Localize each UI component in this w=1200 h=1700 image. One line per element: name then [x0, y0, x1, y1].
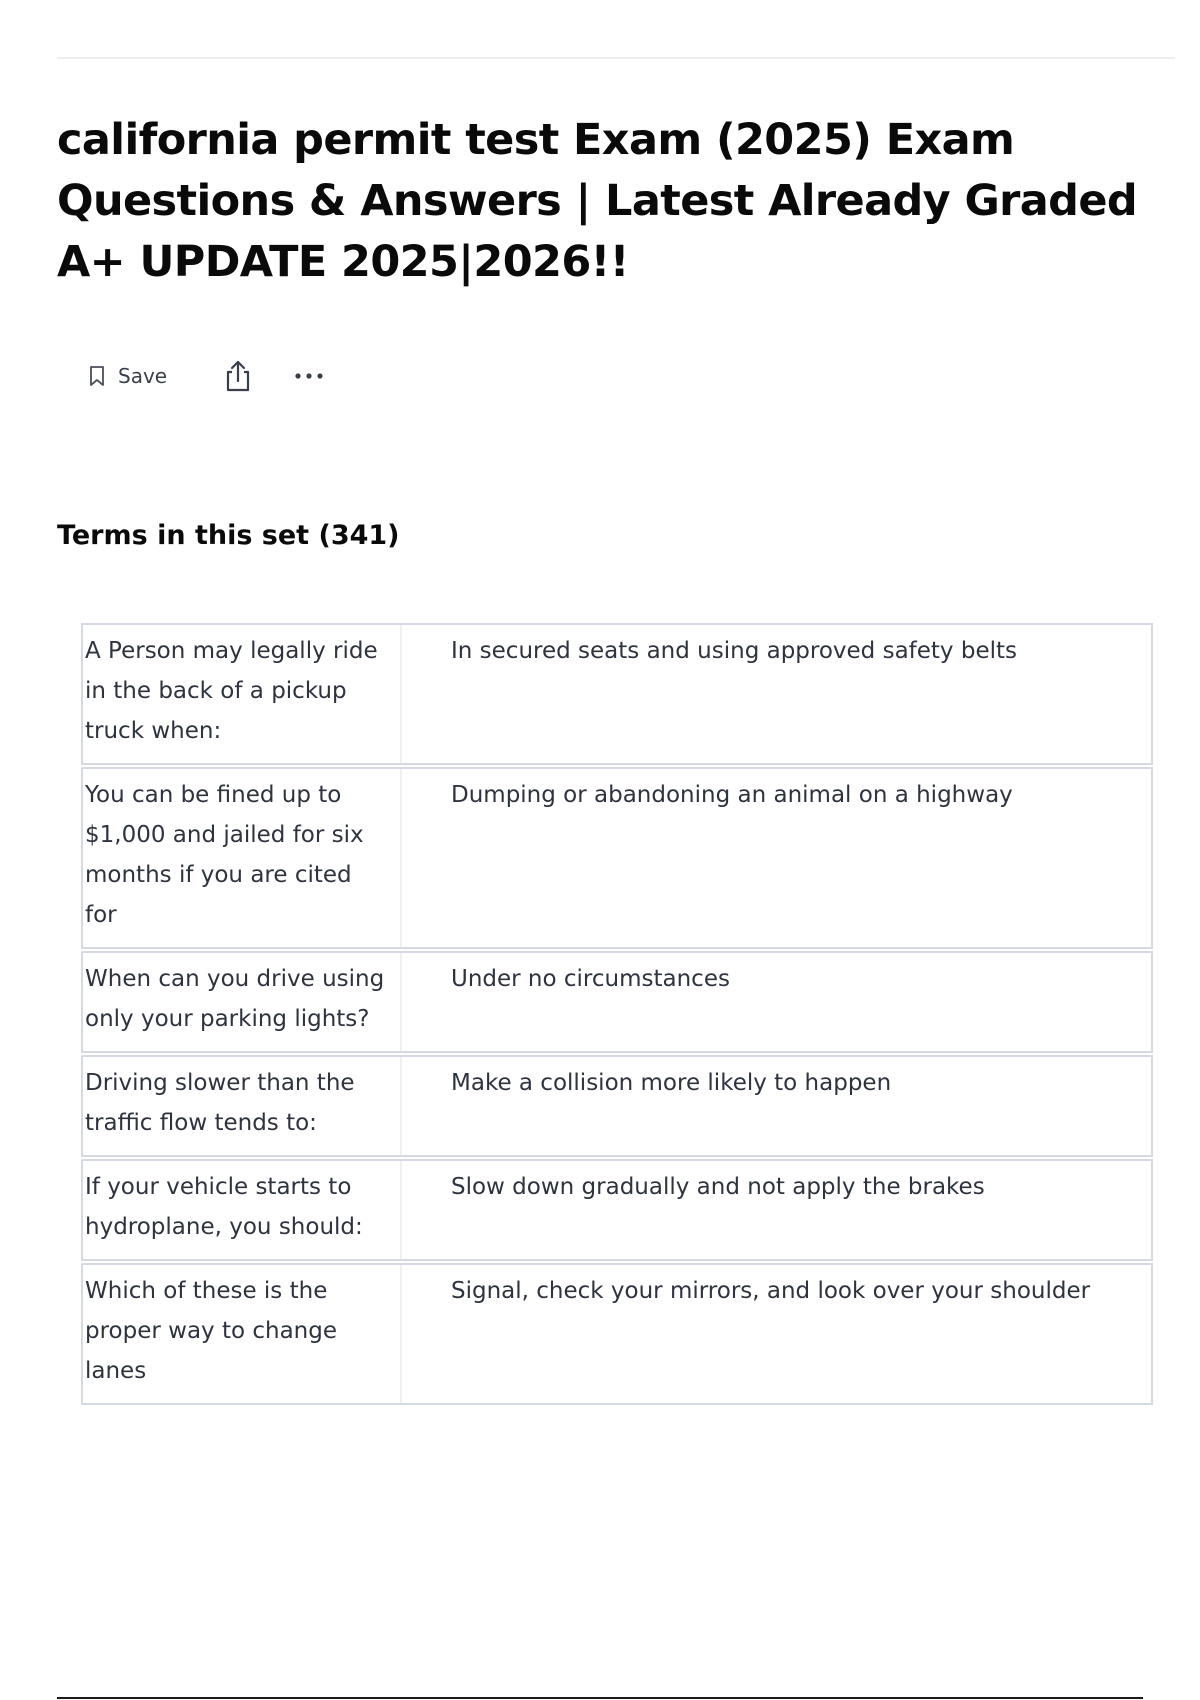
- term-definition: In secured seats and using approved safety belts: [451, 638, 1017, 664]
- term-word: You can be fined up to $1,000 and jailed for six months if you are cited for: [83, 769, 402, 947]
- term-row: [81, 1263, 1153, 1405]
- bookmark-icon: [88, 365, 106, 387]
- action-bar: [78, 355, 331, 397]
- save-label: Save: [118, 364, 168, 388]
- term-row: [81, 767, 1153, 949]
- term-word: If your vehicle starts to hydroplane, you should:: [83, 1161, 402, 1259]
- terms-heading: Terms in this set (341): [57, 520, 400, 551]
- term-row: [81, 1159, 1153, 1261]
- term-row: [81, 951, 1153, 1053]
- term-definition: Dumping or abandoning an animal on a highway: [451, 782, 1013, 808]
- term-word: Which of these is the proper way to change lanes: [83, 1265, 402, 1403]
- term-row: [81, 623, 1153, 765]
- bottom-divider: [57, 1697, 1143, 1699]
- term-definition: Slow down gradually and not apply the brakes: [451, 1174, 985, 1200]
- save-button[interactable]: [78, 356, 177, 396]
- term-word: A Person may legally ride in the back of a pickup truck when:: [83, 625, 402, 763]
- more-icon: [293, 371, 325, 381]
- term-definition: Under no circumstances: [451, 966, 730, 992]
- term-row: [81, 1055, 1153, 1157]
- share-button[interactable]: [217, 353, 259, 399]
- terms-list: [81, 623, 1153, 1407]
- share-icon: [223, 359, 253, 393]
- term-definition: Signal, check your mirrors, and look over your shoulder: [451, 1278, 1091, 1304]
- page-title: california permit test Exam (2025) Exam Questions & Answers | Latest Already Graded A+ UPDATE 2025|2026!!: [57, 115, 1138, 287]
- term-word: When can you drive using only your parking lights?: [83, 953, 402, 1051]
- term-word: Driving slower than the traffic flow tends to:: [83, 1057, 402, 1155]
- more-options-button[interactable]: [287, 365, 331, 387]
- term-definition: Make a collision more likely to happen: [451, 1070, 892, 1096]
- top-divider: [57, 57, 1175, 59]
